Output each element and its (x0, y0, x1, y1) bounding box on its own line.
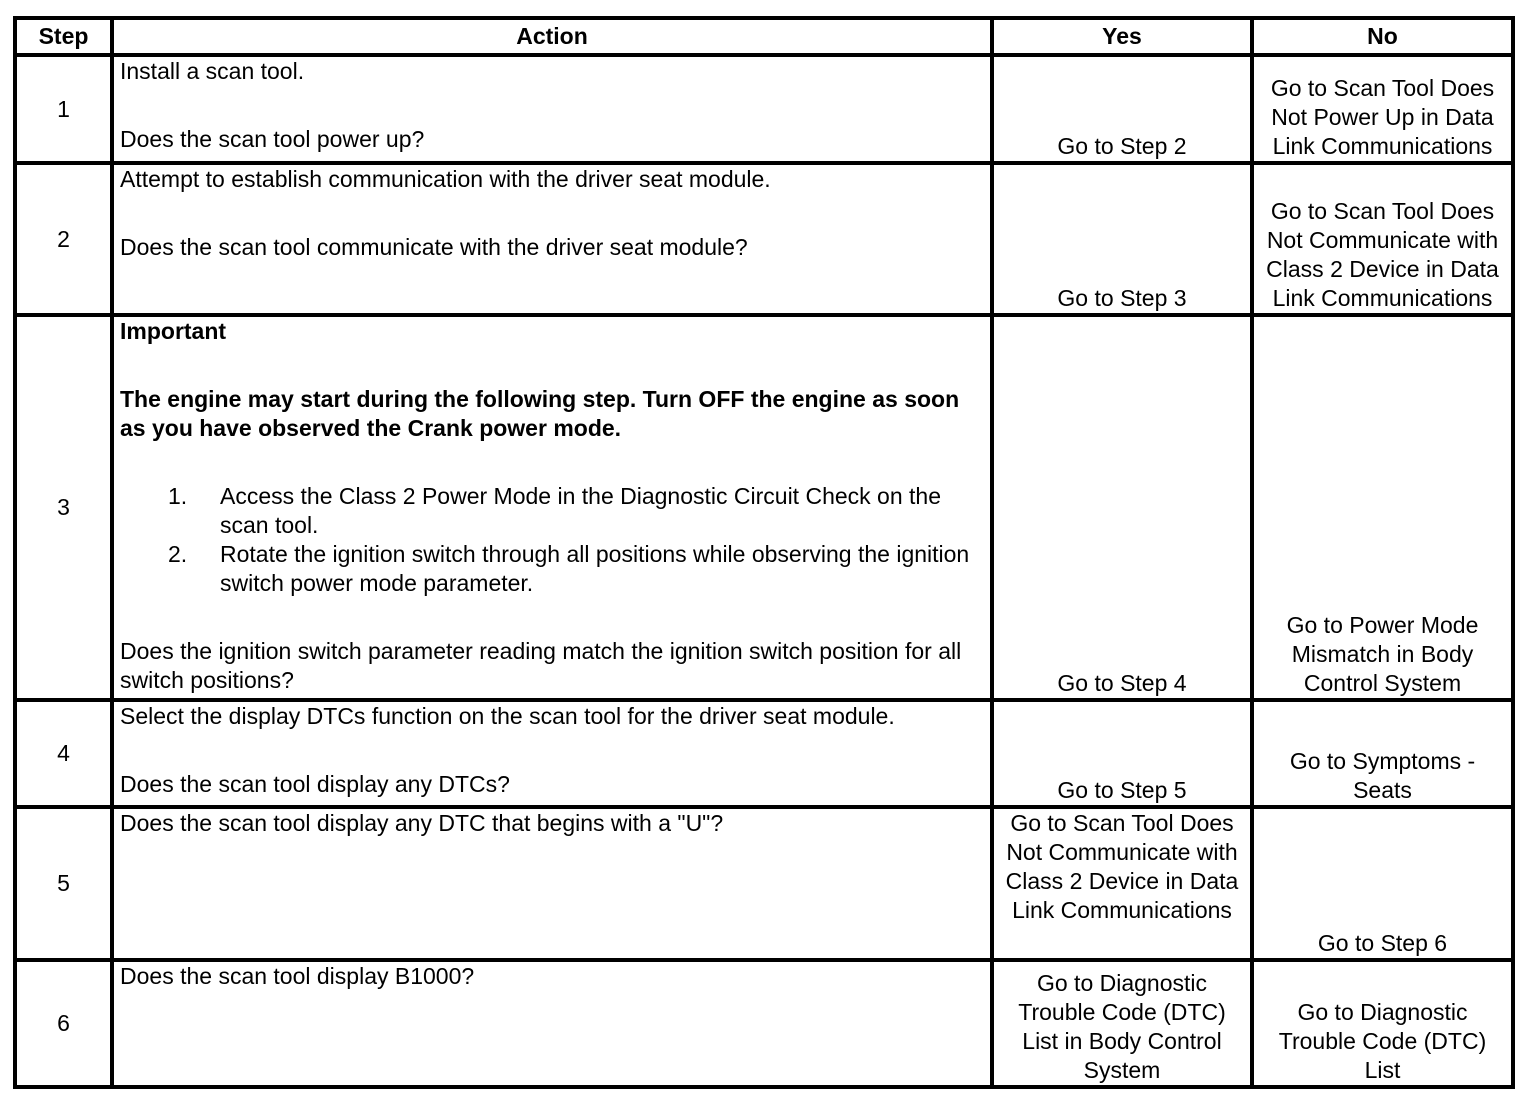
no-result: Go to Scan Tool Does Not Power Up in Data Link Communications (1252, 55, 1513, 163)
table-row (15, 960, 1513, 1087)
header-no: No (1252, 18, 1513, 55)
step-number: 2 (15, 163, 112, 315)
yes-result: Go to Step 3 (992, 163, 1252, 315)
header-yes: Yes (992, 18, 1252, 55)
step-number: 5 (15, 807, 112, 960)
action-instruction: Attempt to establish communication with the driver seat module. (120, 166, 771, 192)
no-result: Go to Scan Tool Does Not Communicate with Class 2 Device in Data Link Communications (1252, 163, 1513, 315)
table-row (15, 55, 1513, 163)
table-row (15, 315, 1513, 700)
action-cell (112, 55, 992, 163)
yes-result: Go to Step 2 (992, 55, 1252, 163)
no-result: Go to Step 6 (1252, 807, 1513, 960)
list-item-text: Rotate the ignition switch through all positions while observing the ignition switch power mode parameter. (220, 541, 970, 596)
action-question: Does the ignition switch parameter reading match the ignition switch position for all switch positions? (120, 638, 962, 693)
action-question: Does the scan tool display any DTC that begins with a "U"? (120, 810, 724, 836)
action-instruction: Select the display DTCs function on the scan tool for the driver seat module. (120, 703, 895, 729)
action-cell (112, 960, 992, 1087)
yes-result: Go to Step 4 (992, 315, 1252, 700)
action-question: Does the scan tool communicate with the driver seat module? (120, 234, 748, 260)
no-result: Go to Diagnostic Trouble Code (DTC) List (1252, 960, 1513, 1087)
no-result: Go to Symptoms - Seats (1252, 700, 1513, 807)
action-cell (112, 807, 992, 960)
action-question: Does the scan tool display any DTCs? (120, 771, 510, 797)
action-cell (112, 163, 992, 315)
important-text: The engine may start during the following step. Turn OFF the engine as soon as you have observed the Crank power mode. (120, 386, 960, 441)
diagnostic-table (13, 16, 1515, 1089)
table-row (15, 700, 1513, 807)
step-number: 3 (15, 315, 112, 700)
action-cell (112, 700, 992, 807)
yes-result: Go to Scan Tool Does Not Communicate with Class 2 Device in Data Link Communications (992, 807, 1252, 960)
action-question: Does the scan tool display B1000? (120, 963, 475, 989)
header-row (15, 18, 1513, 55)
list-item (120, 482, 984, 540)
table-row (15, 163, 1513, 315)
step-number: 4 (15, 700, 112, 807)
action-instruction: Install a scan tool. (120, 58, 305, 84)
list-item-number: 2. (168, 541, 188, 567)
header-step: Step (15, 18, 112, 55)
list-item-number: 1. (168, 483, 188, 509)
procedure-list (120, 482, 984, 598)
list-item (120, 540, 984, 598)
important-label: Important (120, 318, 227, 344)
yes-result: Go to Diagnostic Trouble Code (DTC) List in Body Control System (992, 960, 1252, 1087)
list-item-text: Access the Class 2 Power Mode in the Diagnostic Circuit Check on the scan tool. (220, 483, 941, 538)
step-number: 6 (15, 960, 112, 1087)
yes-result: Go to Step 5 (992, 700, 1252, 807)
header-action: Action (112, 18, 992, 55)
step-number: 1 (15, 55, 112, 163)
table-row (15, 807, 1513, 960)
no-result: Go to Power Mode Mismatch in Body Control System (1252, 315, 1513, 700)
action-question: Does the scan tool power up? (120, 126, 425, 152)
action-cell (112, 315, 992, 700)
